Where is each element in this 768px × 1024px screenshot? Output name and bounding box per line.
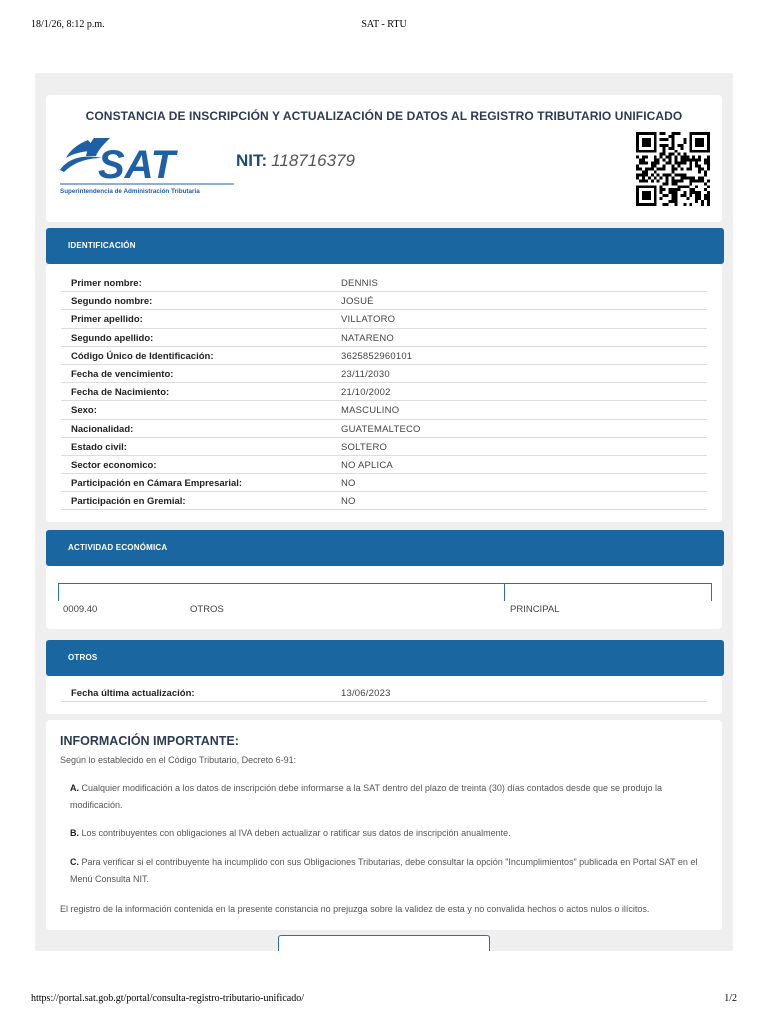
section-title: IDENTIFICACIÓN bbox=[68, 241, 136, 250]
info-footer: El registro de la información contenida en la presente constancia no prejuzga sobre la validez de esta y no convalida hechos o actos nulos o ilícitos. bbox=[60, 904, 650, 914]
section-header-otros bbox=[46, 640, 724, 676]
table-row: Segundo nombre: JOSUÉ bbox=[61, 292, 707, 310]
table-row: Participación en Gremial: NO bbox=[61, 492, 707, 510]
table-row: Participación en Cámara Empresarial: NO bbox=[61, 474, 707, 492]
nit bbox=[236, 151, 355, 171]
print-date: 18/1/26, 8:12 p.m. bbox=[31, 19, 105, 30]
info-card bbox=[46, 720, 722, 930]
table-row: Fecha de vencimiento: 23/11/2030 bbox=[61, 365, 707, 383]
table-row: Código Único de Identificación: 3625852960101 bbox=[61, 347, 707, 365]
document-sheet bbox=[35, 73, 733, 951]
table-row: Fecha de Nacimiento: 21/10/2002 bbox=[61, 383, 707, 401]
print-footer bbox=[31, 993, 737, 1007]
info-item-b: B. Los contribuyentes con obligaciones al IVA deben actualizar o ratificar sus datos de inscripción anualmente. bbox=[70, 828, 511, 838]
qr-code-icon bbox=[636, 132, 710, 206]
actividad-code: 0009.40 bbox=[63, 604, 98, 615]
info-title: INFORMACIÓN IMPORTANTE: bbox=[60, 734, 239, 748]
continuation-box bbox=[278, 935, 490, 951]
table-row: Primer nombre: DENNIS bbox=[61, 274, 707, 292]
table-row: Segundo apellido: NATARENO bbox=[61, 329, 707, 347]
document-title: CONSTANCIA DE INSCRIPCIÓN Y ACTUALIZACIÓN DE DATOS AL REGISTRO TRIBUTARIO UNIFICADO bbox=[85, 109, 683, 123]
section-title: OTROS bbox=[68, 653, 98, 662]
table-row: Estado civil: SOLTERO bbox=[61, 438, 707, 456]
section-header-actividad bbox=[46, 530, 724, 566]
print-url: https://portal.sat.gob.gt/portal/consulta-registro-tributario-unificado/ bbox=[31, 993, 304, 1004]
logo-subtitle: Superintendencia de Administración Tributaria bbox=[60, 188, 200, 195]
actividad-description: OTROS bbox=[190, 604, 224, 615]
table-row: Sector economico: NO APLICA bbox=[61, 456, 707, 474]
actividad-column-divider bbox=[504, 583, 505, 601]
otros-rows bbox=[61, 684, 707, 702]
print-title: SAT - RTU bbox=[361, 19, 407, 30]
actividad-type: PRINCIPAL bbox=[510, 604, 560, 615]
table-row: Nacionalidad: GUATEMALTECO bbox=[61, 420, 707, 438]
header-card bbox=[46, 95, 722, 222]
page-number: 1/2 bbox=[724, 993, 737, 1004]
info-item-a: A. Cualquier modificación a los datos de inscripción debe informarse a la SAT dentro del plazo de treinta (30) días contados desde que se produjo la modificación. bbox=[70, 783, 663, 810]
info-item-c: C. Para verificar si el contribuyente ha incumplido con sus Obligaciones Tributarias, debe consultar la opción "Incumplimientos" publicada en Portal SAT en el Menú Consulta NIT. bbox=[70, 857, 698, 884]
table-row: Fecha última actualización: 13/06/2023 bbox=[61, 684, 707, 702]
info-intro: Según lo establecido en el Código Tributario, Decreto 6-91: bbox=[60, 755, 297, 765]
logo-text: SAT bbox=[98, 143, 176, 187]
print-header bbox=[31, 19, 737, 33]
section-title: ACTIVIDAD ECONÓMICA bbox=[68, 543, 168, 552]
nit-label: NIT: bbox=[236, 151, 268, 170]
actividad-table-edge bbox=[711, 583, 712, 601]
nit-value: 118716379 bbox=[271, 151, 356, 170]
identificacion-rows bbox=[61, 274, 707, 510]
actividad-table-frame bbox=[58, 583, 712, 601]
section-header-identificacion bbox=[46, 228, 724, 264]
table-row: Primer apellido: VILLATORO bbox=[61, 310, 707, 328]
sat-logo-icon bbox=[58, 136, 238, 196]
table-row: Sexo: MASCULINO bbox=[61, 401, 707, 419]
